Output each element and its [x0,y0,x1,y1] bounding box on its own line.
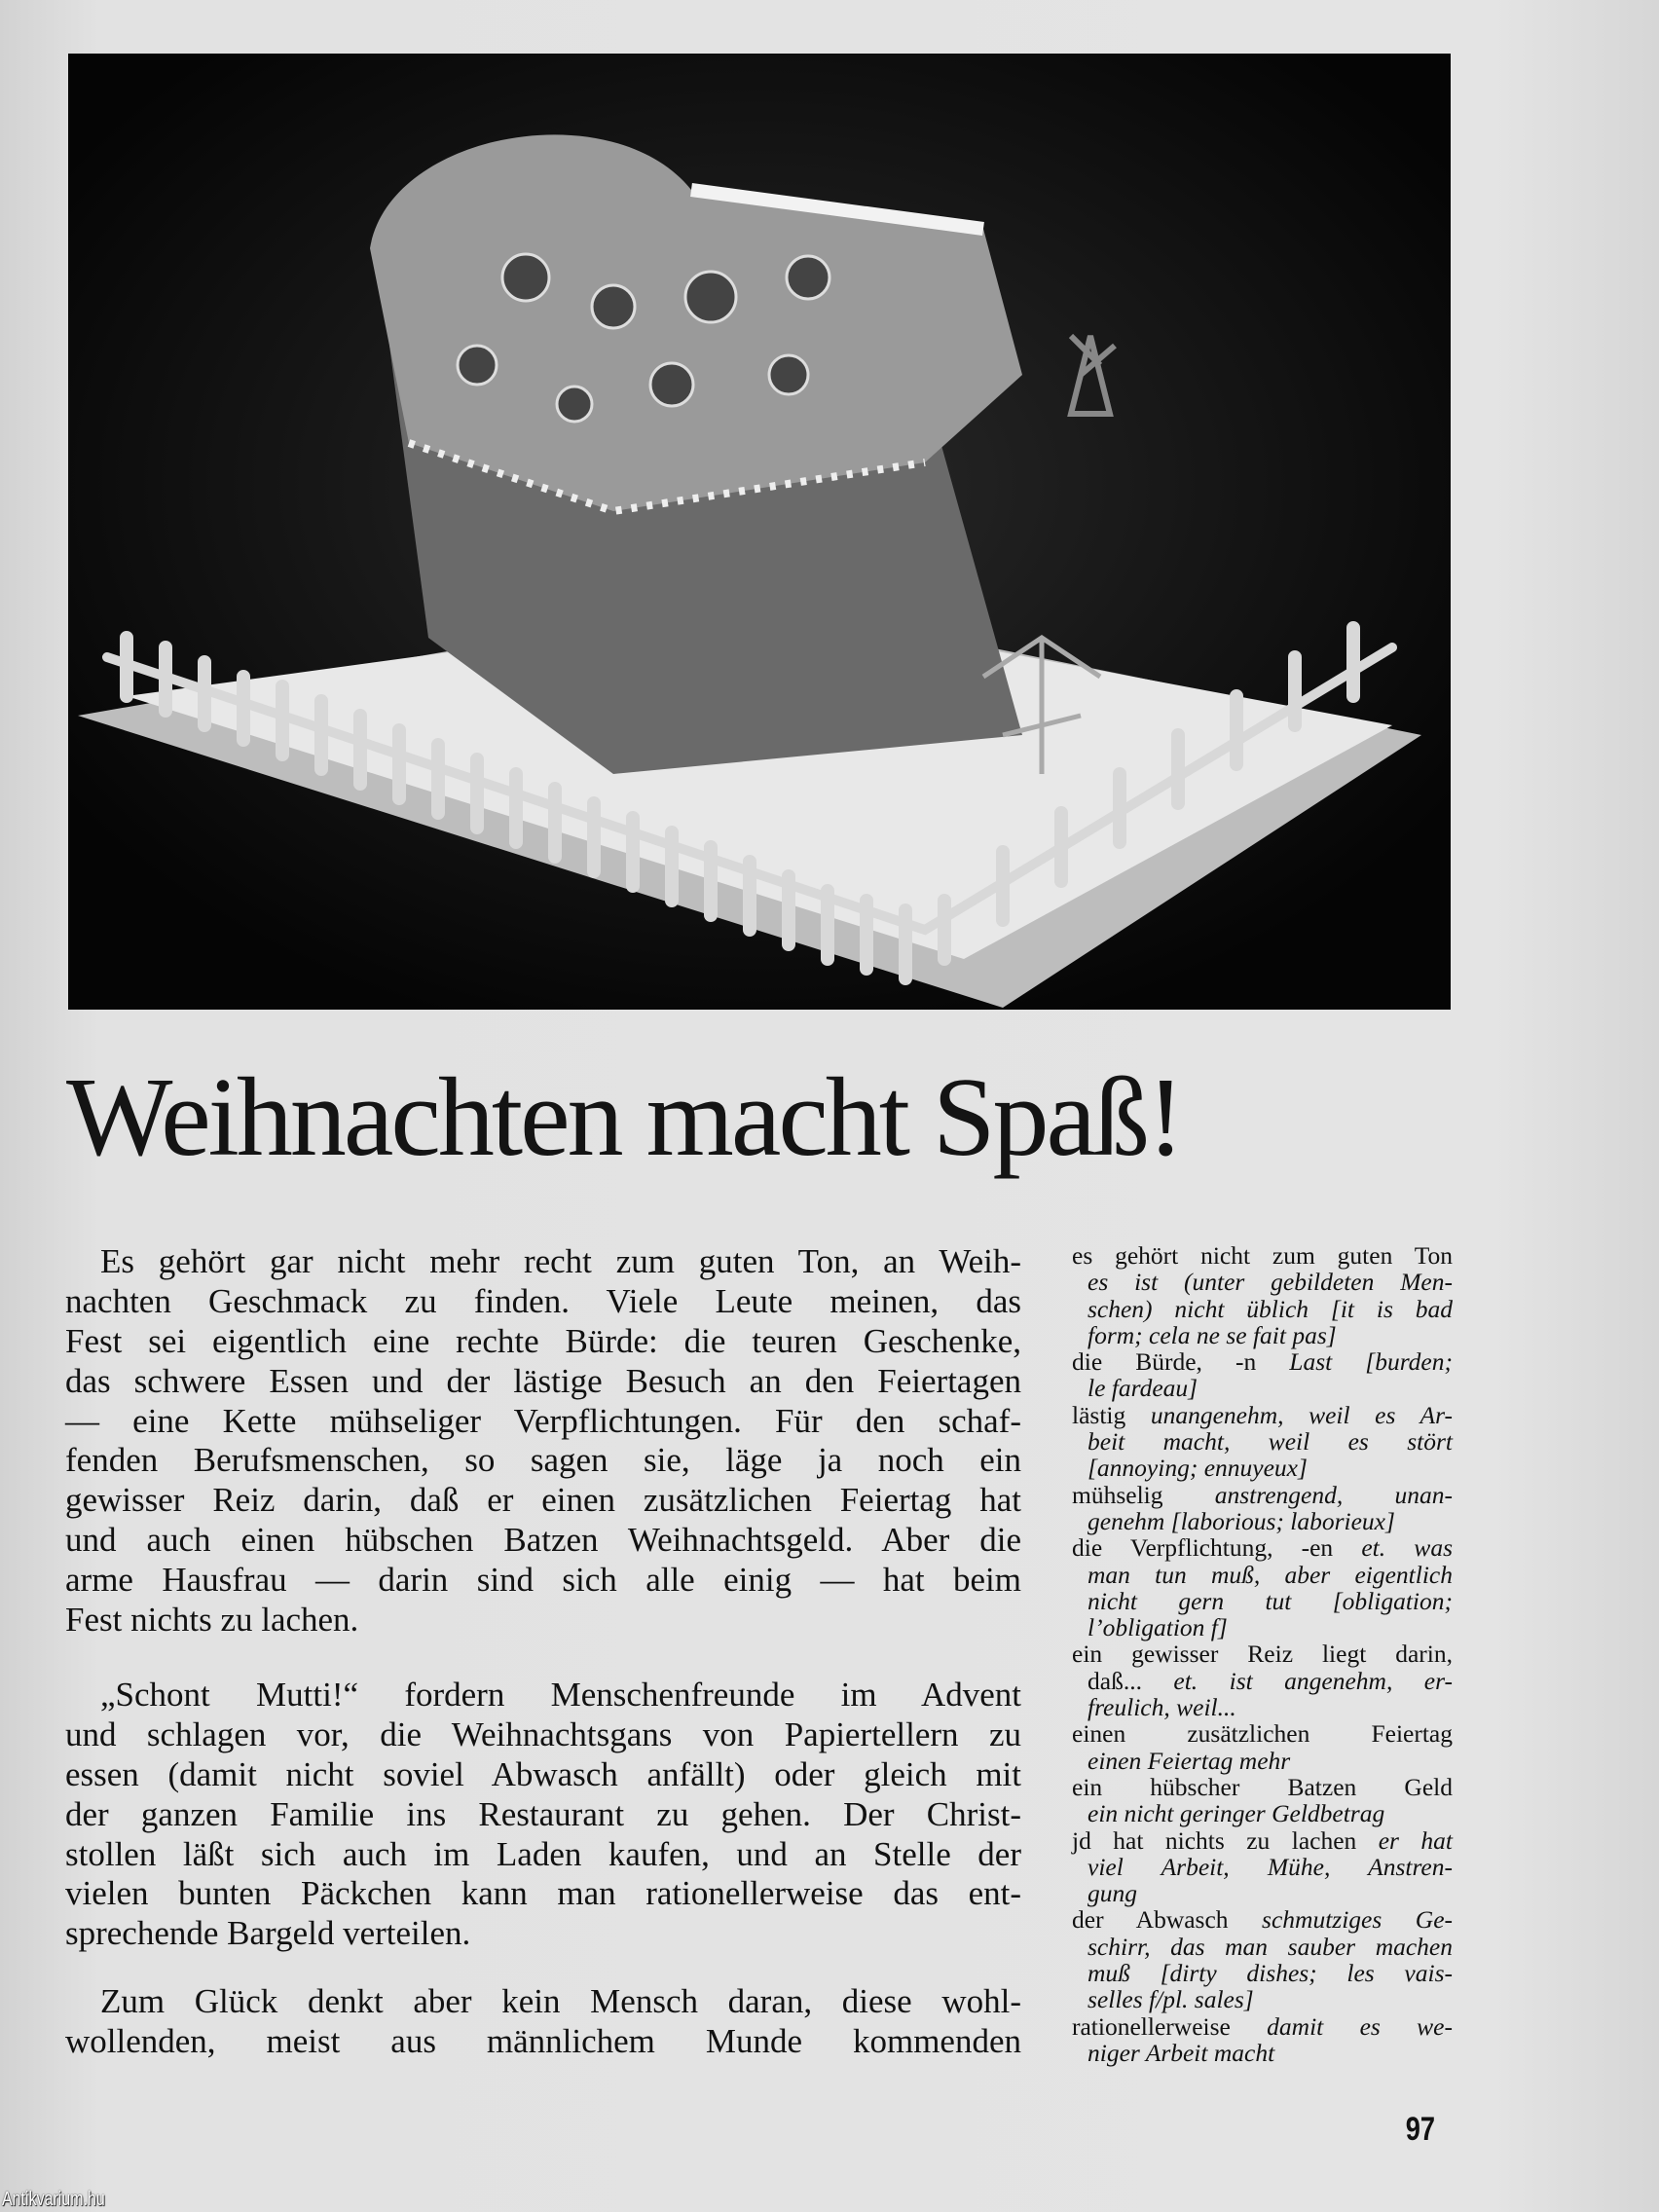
glossary-entry [1072,1774,1453,1827]
glossary-term-line [1072,1720,1453,1747]
glossary-term-line [1072,2013,1453,2040]
glossary-definition: muß [dirty dishes; les vais- [1088,1959,1453,1988]
glossary-definition: form; cela ne se fait pas] [1088,1320,1337,1349]
page-number: 97 [1405,2111,1436,2148]
glossary-definition-line [1072,1800,1453,1826]
glossary-definition: damit es we- [1267,2011,1453,2041]
glossary-term: rationellerweise [1072,2011,1268,2041]
glossary-term: der Abwasch [1072,1905,1263,1935]
text-line: stollen läßt sich auch im Laden kaufen, und an Stelle der [65,1834,1021,1873]
glossary-definition-line [1072,1748,1453,1774]
glossary-definition: beit macht, weil es stört [1088,1427,1453,1456]
glossary-term: die Verpflichtung, -en [1072,1533,1362,1563]
text-line: der ganzen Familie ins Restaurant zu gehen. Der Christ- [65,1794,1021,1833]
glossary-definition-line [1072,1322,1453,1348]
glossary-term: einen zusätzlichen Feiertag [1072,1719,1453,1749]
text-line: arme Hausfrau — darin sind sich alle einig — hat beim [65,1561,1021,1600]
glossary-definition-line [1072,2040,1453,2066]
glossary-definition-line [1072,1455,1453,1481]
glossary-term: ein hübscher Batzen Geld [1072,1772,1453,1801]
glossary-term: jd hat nichts zu lachen [1072,1825,1379,1855]
glossary-term-line [1072,1402,1453,1428]
text-line: nachten Geschmack zu finden. Viele Leute meinen, das [65,1281,1021,1320]
glossary-entry [1072,1641,1453,1720]
article-title: Weihnachten macht Spaß! [66,1055,1182,1180]
glossary-definition-line [1072,1269,1453,1295]
glossary-term-line [1072,1906,1453,1933]
glossary-definition: [annoying; ennuyeux] [1088,1454,1308,1483]
gingerbread-house-photo [68,54,1451,1010]
glossary-definition: er hat [1378,1825,1454,1855]
glossary-entry [1072,1348,1453,1402]
glossary-entry [1072,1402,1453,1482]
glossary-definition: schmutziges Ge- [1262,1905,1454,1935]
glossary-term-line [1072,1348,1453,1375]
glossary-definition-line [1072,1934,1453,1960]
text-line: Fest nichts zu lachen. [65,1601,359,1640]
text-line: wollenden, meist aus männlichem Munde kommenden [65,2021,1021,2060]
glossary-definition: selles f/pl. sales] [1088,1985,1254,2014]
glossary-definition: genehm [laborious; laborieux] [1088,1506,1395,1535]
glossary-definition: viel Arbeit, Mühe, Anstren- [1088,1852,1453,1881]
glossary-definition-line [1072,1960,1453,1986]
text-line: gewisser Reiz darin, daß er einen zusätzlichen Feiertag hat [65,1481,1021,1520]
glossary-definition: Last [burden; [1289,1347,1453,1377]
glossary-definition-line [1072,1986,1453,2012]
glossary-definition-line [1072,1694,1453,1720]
glossary-definition: freulich, weil... [1088,1693,1236,1722]
glossary-entry [1072,1242,1453,1348]
gingerbread-house-illustration [68,54,1451,1010]
text-line: und auch einen hübschen Batzen Weihnachtsgeld. Aber die [65,1521,1021,1560]
watermark: Antikvarium.hu [2,2189,105,2210]
glossary-definition: schirr, das man sauber machen [1088,1932,1453,1961]
glossary-entry [1072,2013,1453,2067]
glossary-definition-line [1072,1588,1453,1614]
glossary-definition-line [1072,1375,1453,1401]
glossary-definition: schen) nicht üblich [it is bad [1088,1294,1453,1323]
glossary-entry [1072,1827,1453,1907]
glossary-definition-line [1072,1614,1453,1641]
glossary-definition: nicht gern tut [obligation; [1088,1586,1453,1615]
glossary-term: ein gewisser Reiz liegt darin, [1072,1640,1453,1669]
glossary-term: die Bürde, -n [1072,1347,1290,1377]
text-line: sprechende Bargeld verteilen. [65,1914,471,1953]
glossary-term: daß... [1088,1666,1174,1695]
text-line: „Schont Mutti!“ fordern Menschenfreunde im Advent [100,1676,1021,1714]
body-paragraph-2 [65,1676,1021,1954]
text-line: und schlagen vor, die Weihnachtsgans von Papiertellern zu [65,1714,1021,1753]
text-line: Zum Glück denkt aber kein Mensch daran, diese wohl- [100,1982,1021,2020]
glossary-definition: le fardeau] [1088,1374,1198,1403]
body-paragraph-3 [65,1982,1021,2062]
glossary-term-line [1072,1827,1453,1854]
glossary-definition: niger Arbeit macht [1088,2038,1275,2067]
glossary-term-line [1072,1641,1453,1667]
text-line: fenden Berufsmenschen, so sagen sie, läge ja noch ein [65,1441,1021,1480]
glossary-term-line [1072,1534,1453,1561]
glossary-definition-line [1072,1562,1453,1588]
glossary-definition: unangenehm, weil es Ar- [1150,1400,1453,1429]
glossary-definition-line [1072,1880,1453,1906]
glossary-term-line [1072,1482,1453,1508]
text-line: vielen bunten Päckchen kann man rationellerweise das ent- [65,1874,1021,1913]
vocabulary-glossary [1072,1242,1453,2066]
text-line: — eine Kette mühseliger Verpflichtungen. Für den schaf- [65,1401,1021,1440]
glossary-entry [1072,1720,1453,1774]
body-paragraph-1 [65,1242,1021,1641]
glossary-entry [1072,1906,1453,2012]
glossary-definition: man tun muß, aber eigentlich [1088,1560,1453,1589]
glossary-definition-line [1072,1428,1453,1455]
glossary-term: es gehört nicht zum guten Ton [1072,1241,1453,1270]
glossary-term: mühselig [1072,1480,1215,1509]
glossary-definition: es ist (unter gebildeten Men- [1088,1268,1453,1297]
glossary-definition: l’obligation f] [1088,1613,1228,1642]
glossary-entry [1072,1482,1453,1535]
glossary-definition-line [1072,1508,1453,1534]
glossary-definition-line [1072,1854,1453,1880]
text-line: essen (damit nicht soviel Abwasch anfällt) oder gleich mit [65,1754,1021,1793]
glossary-term: lästig [1072,1400,1151,1429]
glossary-entry [1072,1534,1453,1641]
glossary-definition-line [1072,1296,1453,1322]
glossary-term-line [1072,1242,1453,1269]
glossary-definition: einen Feiertag mehr [1088,1746,1291,1775]
text-line: das schwere Essen und der lästige Besuch an den Feiertagen [65,1361,1021,1400]
glossary-term-line [1072,1774,1453,1800]
text-line: Fest sei eigentlich eine rechte Bürde: die teuren Geschenke, [65,1321,1021,1360]
glossary-definition: et. ist angenehm, er- [1173,1666,1453,1695]
glossary-definition: et. was [1361,1533,1453,1563]
glossary-definition: ein nicht geringer Geldbetrag [1088,1799,1385,1828]
glossary-definition: anstrengend, unan- [1214,1480,1453,1509]
glossary-definition: gung [1088,1879,1137,1908]
glossary-definition-line [1072,1668,1453,1694]
text-line: Es gehört gar nicht mehr recht zum guten Ton, an Weih- [100,1242,1021,1280]
